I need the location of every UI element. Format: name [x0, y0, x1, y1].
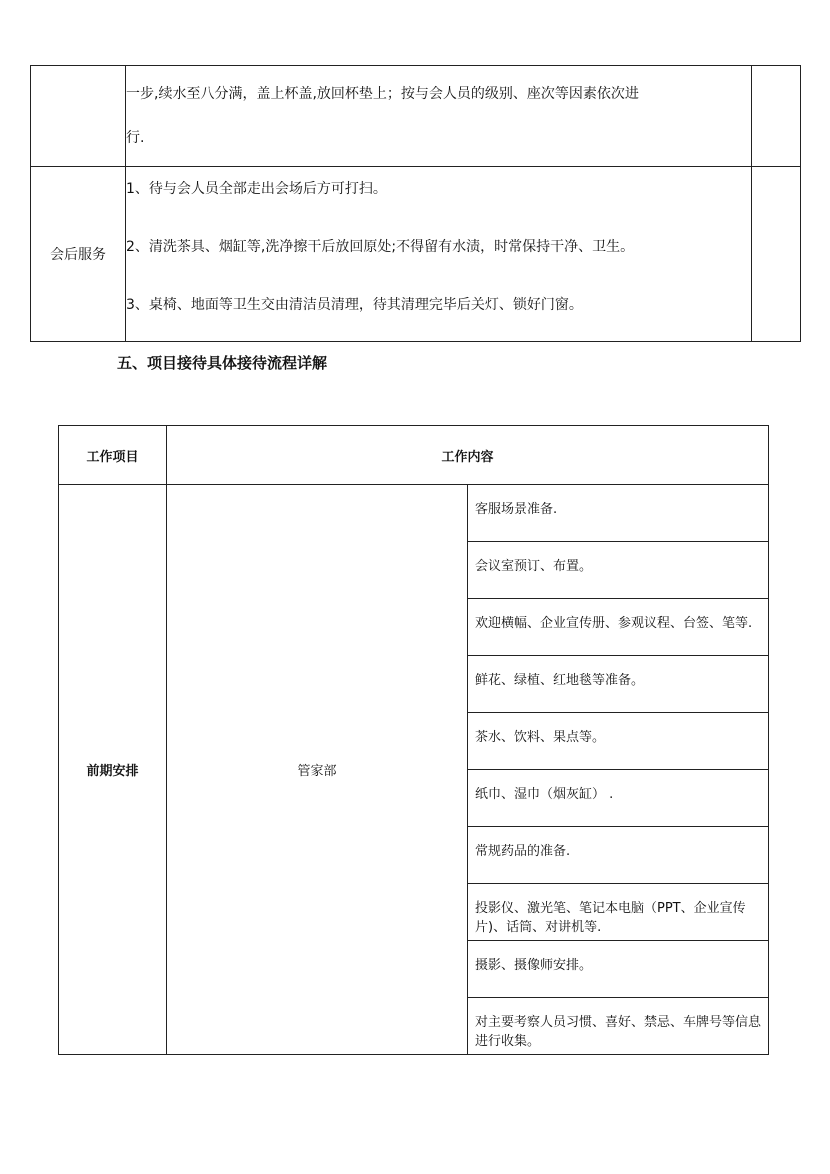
- phase-label: 前期安排: [59, 485, 167, 1055]
- content-line: 行.: [126, 130, 145, 146]
- task-item: 茶水、饮料、果点等。: [468, 713, 769, 770]
- task-item: 常规药品的准备.: [468, 827, 769, 884]
- row-label: [31, 66, 126, 167]
- header-work-content: 工作内容: [167, 426, 769, 485]
- content-line: 一步,续水至八分满，盖上杯盖,放回杯垫上；按与会人员的级别、座次等因素依次进: [126, 86, 639, 102]
- table-row: [31, 66, 801, 167]
- content-line: 3、桌椅、地面等卫生交由清洁员清理，待其清理完毕后关灯、锁好门窗。: [126, 297, 583, 313]
- reception-process-table: [58, 425, 769, 1055]
- task-item: 客服场景准备.: [468, 485, 769, 542]
- task-item: 对主要考察人员习惯、喜好、禁忌、车牌号等信息进行收集。: [468, 998, 769, 1055]
- task-item: 摄影、摄像师安排。: [468, 941, 769, 998]
- task-item: 会议室预订、布置。: [468, 542, 769, 599]
- table-row: [31, 167, 801, 342]
- row-content: [126, 66, 752, 167]
- task-item: 纸巾、湿巾（烟灰缸） .: [468, 770, 769, 827]
- table-row: [59, 485, 769, 542]
- service-table: [30, 65, 801, 342]
- department-label: 管家部: [167, 485, 468, 1055]
- content-line: 1、待与会人员全部走出会场后方可打扫。: [126, 181, 387, 197]
- empty-cell: [752, 167, 801, 342]
- row-label: 会后服务: [31, 167, 126, 342]
- header-work-item: 工作项目: [59, 426, 167, 485]
- table-header-row: [59, 426, 769, 485]
- section-heading: 五、项目接待具体接待流程详解: [117, 354, 328, 372]
- empty-cell: [752, 66, 801, 167]
- content-line: 2、清洗茶具、烟缸等,洗净擦干后放回原处;不得留有水渍，时常保持干净、卫生。: [126, 239, 635, 255]
- task-item: 投影仪、激光笔、笔记本电脑（PPT、企业宣传片)、话筒、对讲机等.: [468, 884, 769, 941]
- row-content: [126, 167, 752, 342]
- task-item: 鲜花、绿植、红地毯等准备。: [468, 656, 769, 713]
- task-item: 欢迎横幅、企业宣传册、参观议程、台签、笔等.: [468, 599, 769, 656]
